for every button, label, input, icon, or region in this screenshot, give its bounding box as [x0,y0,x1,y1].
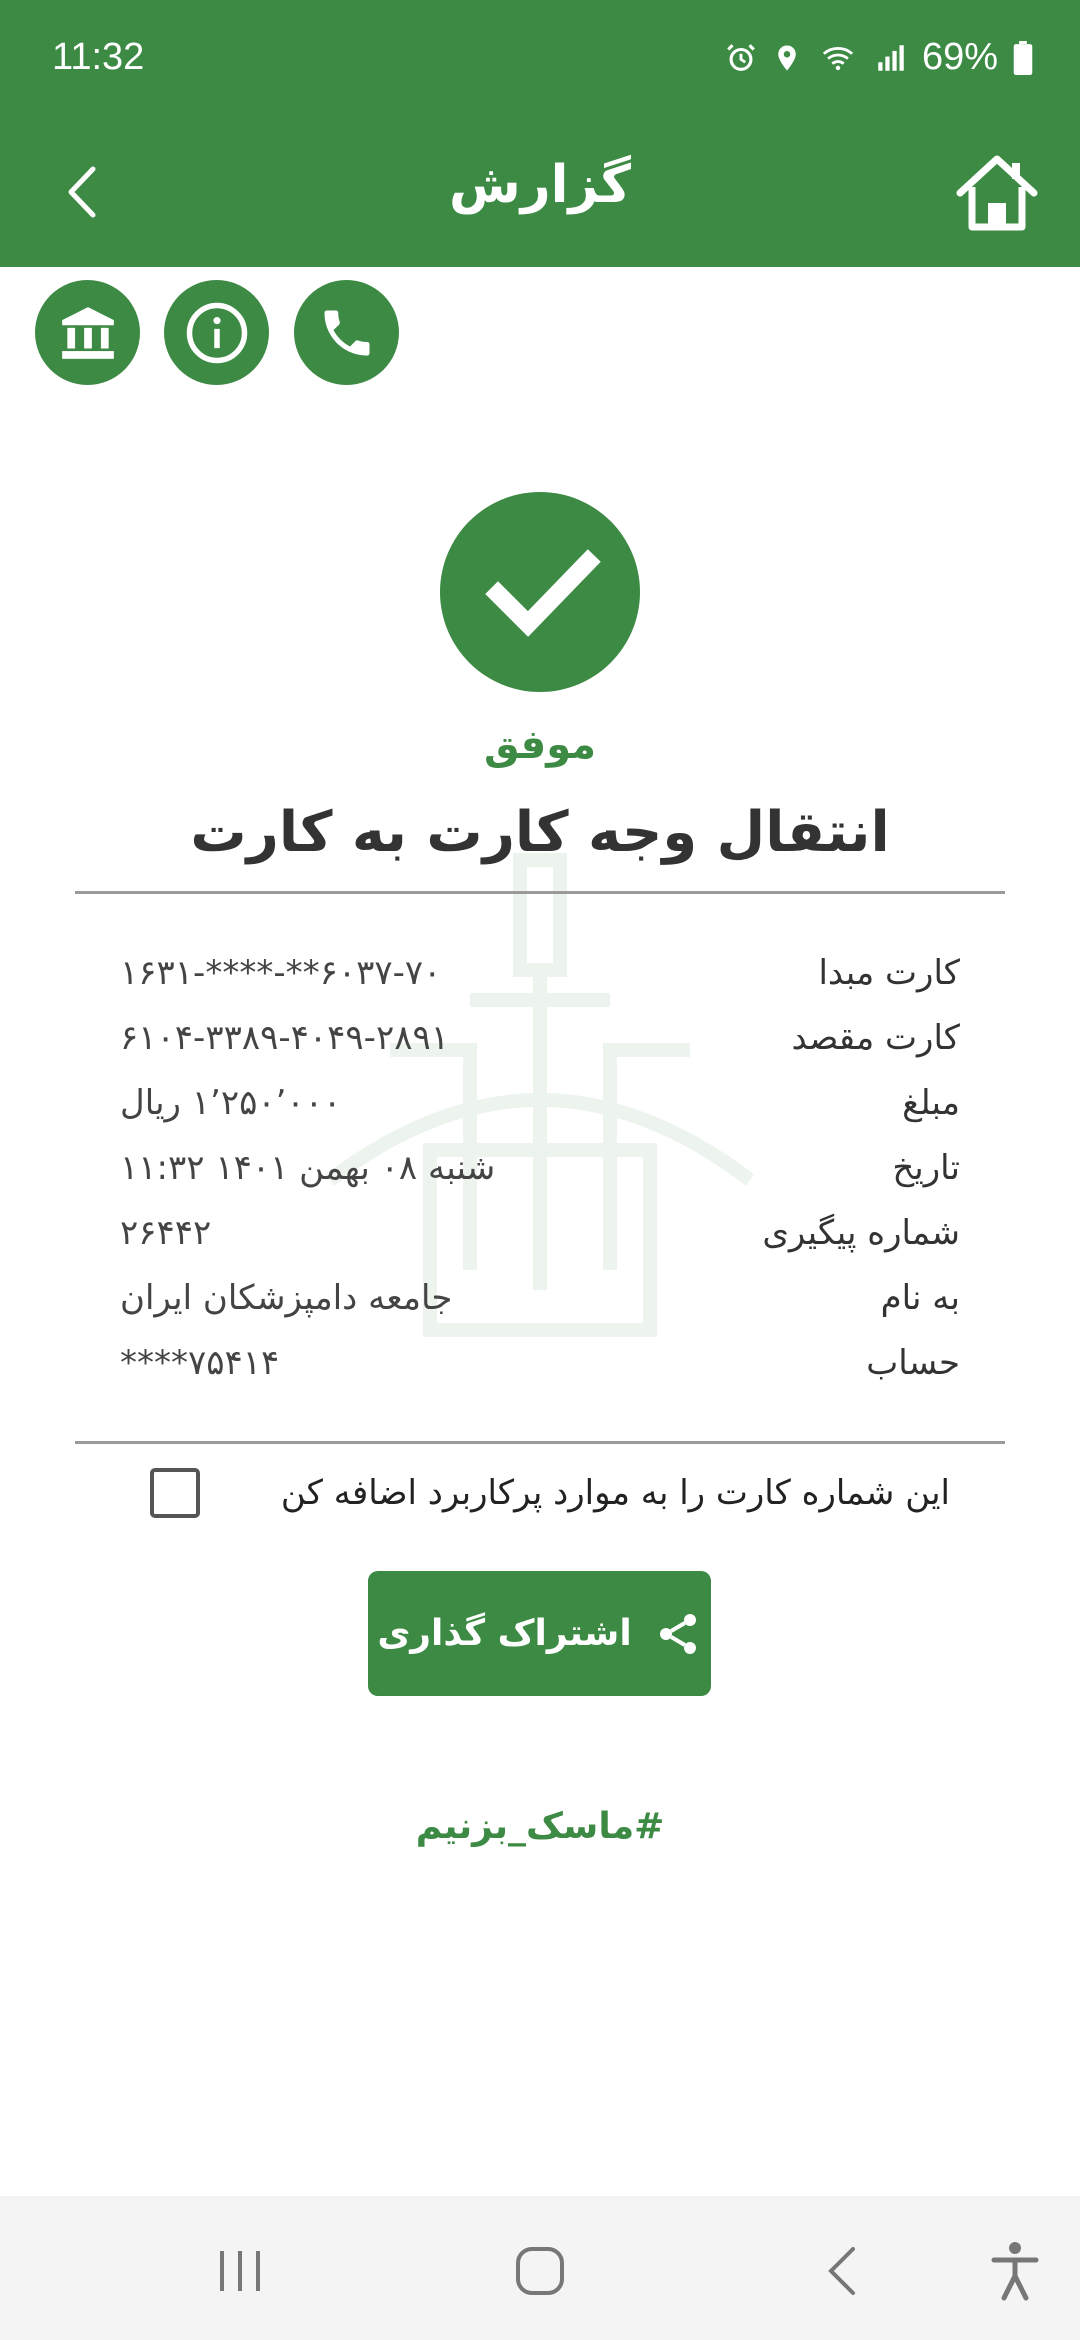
detail-label: تاریخ [892,1147,960,1188]
share-button-label: اشتراک گذاری [377,1613,632,1654]
detail-label: کارت مقصد [791,1017,960,1058]
success-indicator [440,492,640,692]
detail-row-destination-card [120,1005,960,1070]
detail-label: حساب [866,1342,960,1383]
wifi-icon [816,41,860,75]
detail-value: جامعه دامپزشکان ایران [120,1277,453,1318]
detail-value: ۱٬۲۵۰٬۰۰۰ ریال [120,1082,342,1123]
transaction-status: موفق [483,722,597,768]
alarm-icon [724,41,758,75]
app-bar [0,125,1080,267]
transaction-details [120,940,960,1395]
status-icons [724,36,1034,79]
status-time: 11:32 [52,36,145,78]
detail-value: ۲۶۴۴۲ [120,1212,212,1253]
phone-icon [317,303,377,363]
divider [75,891,1005,894]
detail-value: ۶۰۳۷-۷۰**-****-۱۶۳۱ [120,952,442,993]
hashtag-text: #ماسک_بزنیم [415,1806,665,1847]
recent-apps-icon [212,2243,268,2299]
info-icon [184,300,250,366]
add-favorite-label: این شماره کارت را به موارد پرکاربرد اضافه کن [280,1473,950,1513]
accessibility-button[interactable] [980,2236,1050,2306]
battery-icon [1012,41,1034,75]
divider [75,1441,1005,1444]
detail-label: شماره پیگیری [762,1212,960,1253]
bank-icon [57,302,119,364]
detail-value: ۶۱۰۴-۳۳۸۹-۴۰۴۹-۲۸۹۱ [120,1017,449,1058]
detail-row-source-card [120,940,960,1005]
home-nav-button[interactable] [505,2236,575,2306]
detail-row-amount [120,1070,960,1135]
transaction-title: انتقال وجه کارت به کارت [190,800,890,865]
page-title: گزارش [448,155,632,215]
system-nav-bar [0,2196,1080,2340]
back-nav-button[interactable] [810,2236,880,2306]
phone-button[interactable] [294,280,399,385]
detail-row-tracking-number [120,1200,960,1265]
bank-button[interactable] [35,280,140,385]
add-favorite-row [150,1460,950,1526]
detail-row-account [120,1330,960,1395]
info-button[interactable] [164,280,269,385]
detail-row-recipient-name [120,1265,960,1330]
home-icon [952,147,1042,237]
signal-icon [874,41,908,75]
add-favorite-checkbox[interactable] [150,1468,200,1518]
detail-label: کارت مبدا [818,952,960,993]
share-button[interactable] [368,1571,711,1696]
detail-label: مبلغ [902,1082,960,1123]
detail-row-date [120,1135,960,1200]
detail-value: شنبه ۰۸ بهمن ۱۴۰۱ ۱۱:۳۲ [120,1147,496,1188]
checkmark-icon [470,522,610,662]
home-nav-icon [512,2243,568,2299]
detail-label: به نام [880,1277,960,1318]
home-button[interactable] [952,147,1042,237]
status-bar [0,0,1080,125]
back-nav-icon [817,2243,873,2299]
detail-value: ۷۵۴۱۴**** [120,1342,280,1383]
accessibility-icon [990,2240,1040,2302]
battery-percentage: 69% [921,36,998,78]
recent-apps-button[interactable] [205,2236,275,2306]
location-icon [772,41,802,75]
share-icon [654,1610,702,1658]
